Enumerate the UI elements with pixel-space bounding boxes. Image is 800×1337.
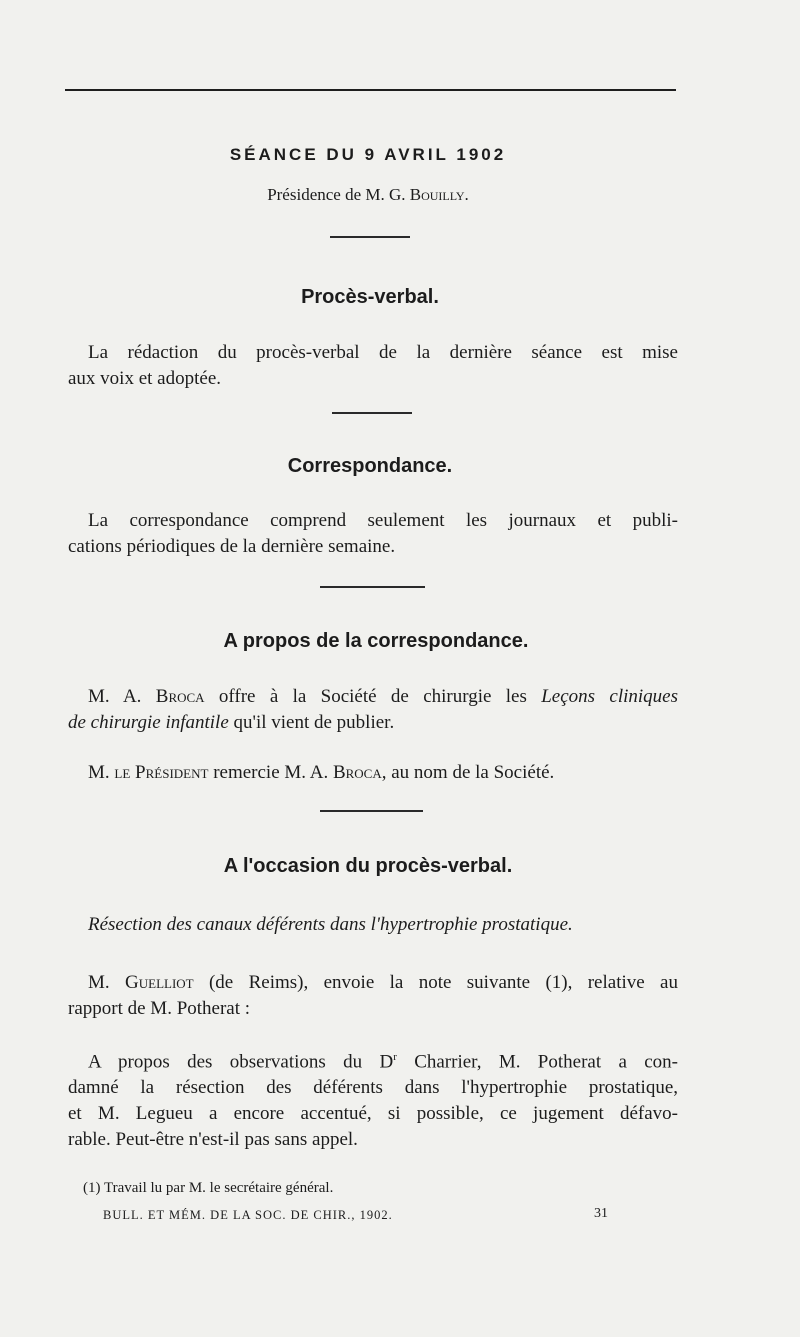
text-fragment: offre à la Société de chirurgie les [204,686,542,707]
heading-correspondance: Correspondance. [287,455,453,477]
section-separator [332,412,412,414]
text-fragment: M. A. [88,686,156,707]
text-line: damné la résection des déférents dans l'hypertrophie prostatique, [68,1077,678,1099]
author-name: Broca [155,686,205,707]
heading-proces-verbal: Procès-verbal. [301,286,439,308]
text-fragment: (de Reims), envoie la note suivante (1), relative au [193,972,678,993]
subheading-resection: Résection des canaux déférents dans l'hypertrophie prostatique. [88,914,573,935]
journal-footer: BULL. ET MÉM. DE LA SOC. DE CHIR., 1902. [103,1208,393,1222]
section-separator [320,586,425,588]
page-number: 31 [594,1206,608,1221]
president-thanks-line [88,762,554,784]
section-separator [330,236,410,238]
author-name: Guelliot [125,972,194,993]
text-fragment: A propos des observations du D [88,1051,394,1073]
text-line: La rédaction du procès-verbal de la dernière séance est mise [88,342,678,363]
presidence-line [0,185,736,205]
text-line: cations périodiques de la dernière semaine. [68,536,396,557]
guelliot-paragraph [68,970,678,1022]
heading-a-propos: A propos de la correspondance. [223,630,529,652]
text-fragment: M. [88,972,126,993]
heading-occasion: A l'occasion du procès-verbal. [223,855,513,877]
header-rule [65,89,676,91]
text-fragment: M. [88,762,115,783]
text-line: aux voix et adoptée. [68,368,222,389]
text-line: rable. Peut-être n'est-il pas sans appel. [68,1129,358,1151]
text-fragment: Charrier, M. Potherat a con- [396,1051,678,1073]
correspondance-paragraph [68,508,678,560]
text-fragment: , au nom de la Société. [381,762,555,783]
text-fragment: qu'il vient de publier. [228,712,395,733]
president-name: Bouilly. [409,185,469,204]
proces-verbal-paragraph [68,340,678,392]
text-line: et M. Legueu a encore accentué, si possible, ce jugement défavo- [68,1103,678,1125]
text-line [88,684,678,710]
text-line [88,1044,678,1075]
text-line [68,710,678,736]
broca-paragraph [68,684,678,736]
text-fragment: remercie M. A. [208,762,333,783]
text-line: La correspondance comprend seulement les journaux et publi- [88,510,678,531]
role-name: le Président [114,762,209,783]
superscript: r [393,1051,397,1063]
footnote: (1) Travail lu par M. le secrétaire général. [83,1180,334,1196]
presidence-prefix: Présidence de M. G. [267,185,410,204]
book-title: Leçons cliniques [541,686,678,707]
book-title: de chirurgie infantile [68,712,229,733]
seance-title: SÉANCE DU 9 AVRIL 1902 [229,145,507,164]
section-separator [320,810,423,812]
author-name: Broca [332,762,382,783]
text-line: rapport de M. Potherat : [68,998,251,1019]
charrier-paragraph [68,1044,678,1153]
text-line [88,970,678,996]
